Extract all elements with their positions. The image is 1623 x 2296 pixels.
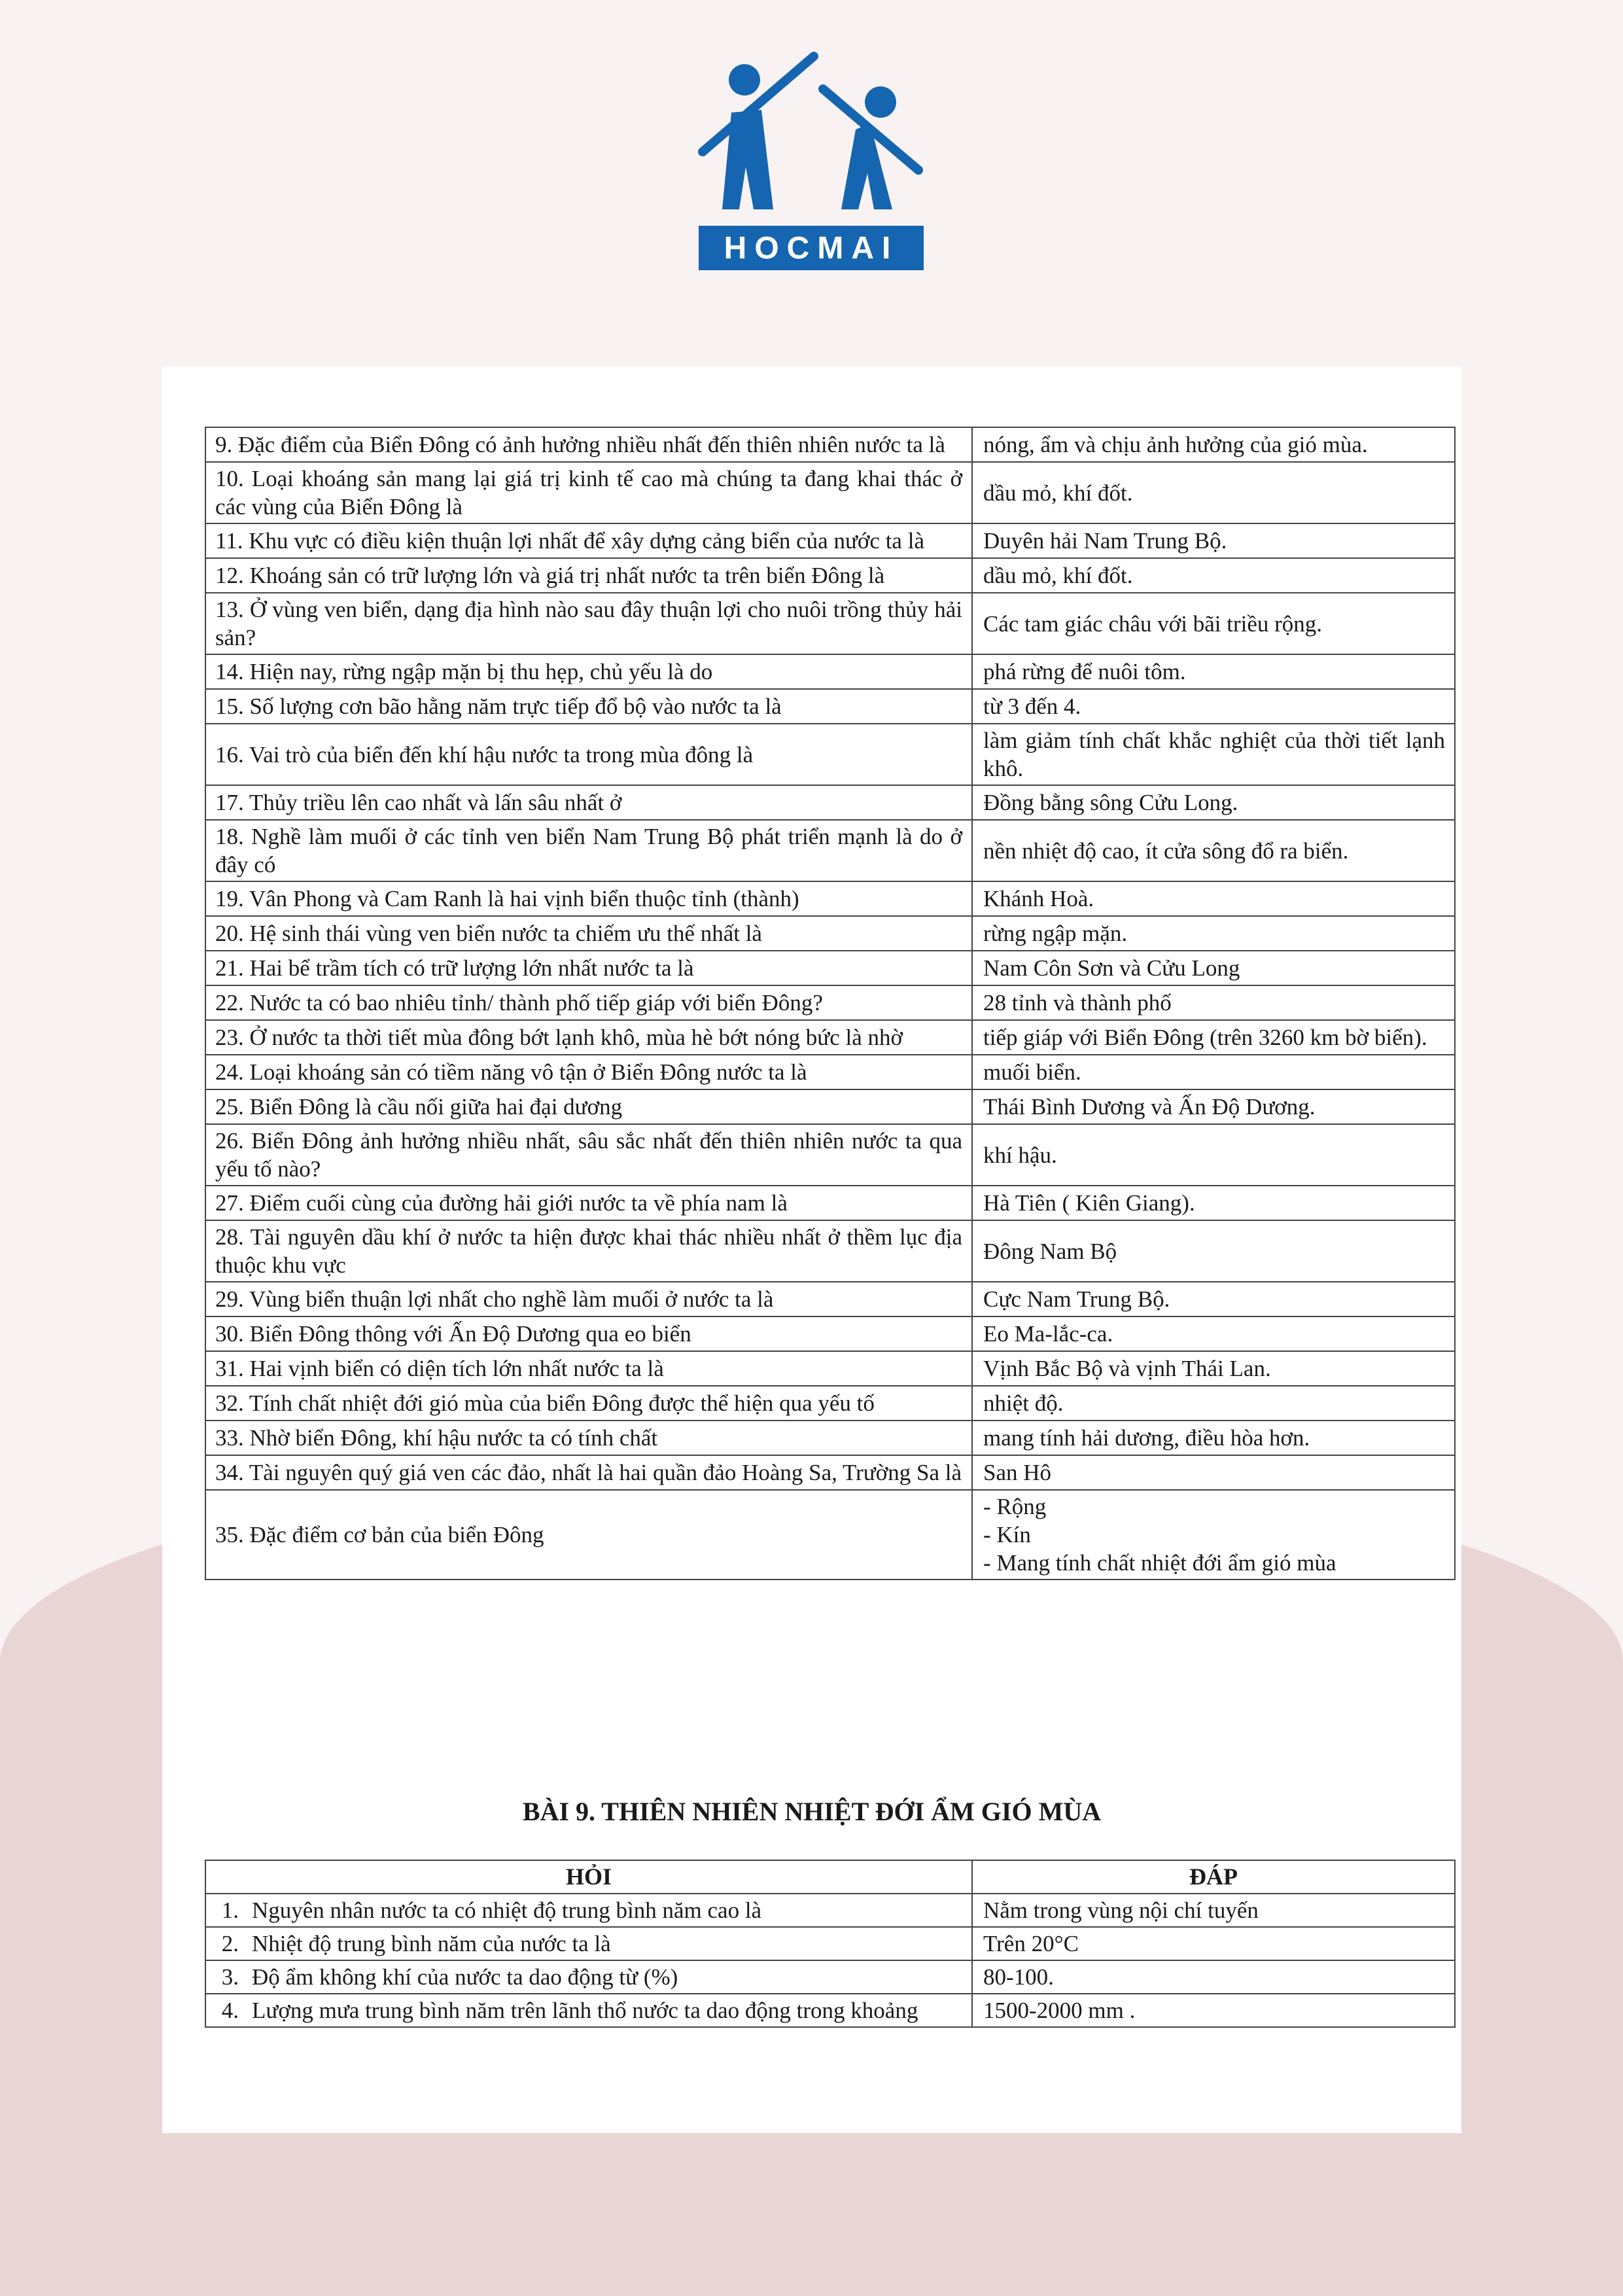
answer-cell: Trên 20°C [972, 1927, 1455, 1960]
answer-cell [972, 1490, 1455, 1580]
question-cell: 21. Hai bể trầm tích có trữ lượng lớn nhất nước ta là [205, 951, 972, 985]
table-row [205, 1186, 1455, 1220]
question-cell: 22. Nước ta có bao nhiêu tỉnh/ thành phố tiếp giáp với biển Đông? [205, 985, 972, 1020]
answer-cell: dầu mỏ, khí đốt. [972, 462, 1455, 523]
question-cell: 30. Biển Đông thông với Ấn Độ Dương qua eo biển [205, 1316, 972, 1351]
table-header-row [205, 1860, 1455, 1894]
answer-line: - Mang tính chất nhiệt đới ẩm gió mùa [983, 1550, 1336, 1576]
table-row [205, 951, 1455, 985]
answer-cell: nóng, ẩm và chịu ảnh hưởng của gió mùa. [972, 427, 1455, 462]
row-number: 4. [221, 1998, 239, 2023]
document-page [162, 366, 1461, 2133]
answer-cell: mang tính hải dương, điều hòa hơn. [972, 1421, 1455, 1455]
answer-cell: phá rừng để nuôi tôm. [972, 654, 1455, 689]
table-row [205, 1351, 1455, 1386]
question-cell: 9. Đặc điểm của Biển Đông có ảnh hưởng nhiều nhất đến thiên nhiên nước ta là [205, 427, 972, 462]
table-row [205, 820, 1455, 881]
table-row [205, 916, 1455, 951]
answer-cell: Đông Nam Bộ [972, 1220, 1455, 1282]
answer-line: - Rộng [983, 1494, 1047, 1519]
answer-cell: Khánh Hoà. [972, 881, 1455, 916]
question-cell: 23. Ở nước ta thời tiết mùa đông bớt lạnh khô, mùa hè bớt nóng bức là nhờ [205, 1020, 972, 1055]
table-row [205, 654, 1455, 689]
answer-line: - Kín [983, 1522, 1031, 1547]
table-row [205, 593, 1455, 654]
question-cell: 29. Vùng biển thuận lợi nhất cho nghề làm muối ở nước ta là [205, 1282, 972, 1316]
section-heading-bai-9: BÀI 9. THIÊN NHIÊN NHIỆT ĐỚI ẨM GIÓ MÙA [522, 1797, 1102, 1826]
table-row [205, 1020, 1455, 1055]
question-cell: 12. Khoáng sản có trữ lượng lớn và giá trị nhất nước ta trên biển Đông là [205, 558, 972, 593]
question-text: Nhiệt độ trung bình năm của nước ta là [252, 1931, 611, 1956]
question-cell: 26. Biển Đông ảnh hưởng nhiều nhất, sâu sắc nhất đến thiên nhiên nước ta qua yếu tố nào? [205, 1124, 972, 1186]
answer-cell: Vịnh Bắc Bộ và vịnh Thái Lan. [972, 1351, 1455, 1386]
question-cell: 35. Đặc điểm cơ bản của biển Đông [205, 1490, 972, 1580]
table-row [205, 1220, 1455, 1282]
header-dap: ĐÁP [972, 1860, 1455, 1894]
answer-cell: khí hậu. [972, 1124, 1455, 1186]
answer-cell: từ 3 đến 4. [972, 689, 1455, 724]
row-number: 1. [221, 1898, 239, 1923]
question-cell: 18. Nghề làm muối ở các tỉnh ven biển Nam Trung Bộ phát triển mạnh là do ở đây có [205, 820, 972, 881]
table-row [205, 1055, 1455, 1089]
question-cell: 17. Thủy triều lên cao nhất và lấn sâu nhất ở [205, 785, 972, 820]
table-row [205, 1490, 1455, 1580]
question-text: Lượng mưa trung bình năm trên lãnh thổ nước ta dao động trong khoảng [252, 1998, 918, 2023]
question-cell [205, 1927, 972, 1960]
header-hoi: HỎI [205, 1860, 972, 1894]
table-row [205, 462, 1455, 523]
question-cell [205, 1960, 972, 1994]
row-number: 2. [221, 1931, 239, 1956]
answer-cell: Nằm trong vùng nội chí tuyến [972, 1894, 1455, 1927]
answer-cell: 80-100. [972, 1960, 1455, 1994]
table-row [205, 1421, 1455, 1455]
question-cell: 32. Tính chất nhiệt đới gió mùa của biển Đông được thể hiện qua yếu tố [205, 1386, 972, 1421]
question-text: Độ ẩm không khí của nước ta dao động từ (%) [252, 1964, 678, 1990]
qa-table-bai-9 [205, 1860, 1456, 2028]
table-row [205, 1386, 1455, 1421]
answer-cell: nền nhiệt độ cao, ít cửa sông đổ ra biển. [972, 820, 1455, 881]
question-cell: 25. Biển Đông là cầu nối giữa hai đại dương [205, 1089, 972, 1124]
question-cell [205, 1894, 972, 1927]
qa-table-bien-dong [205, 427, 1456, 1580]
question-cell: 33. Nhờ biển Đông, khí hậu nước ta có tính chất [205, 1421, 972, 1455]
answer-cell: muối biển. [972, 1055, 1455, 1089]
table-row [205, 1455, 1455, 1490]
answer-cell: dầu mỏ, khí đốt. [972, 558, 1455, 593]
answer-cell: Các tam giác châu với bãi triều rộng. [972, 593, 1455, 654]
question-cell: 10. Loại khoáng sản mang lại giá trị kinh tế cao mà chúng ta đang khai thác ở các vùng của Biển Đông là [205, 462, 972, 523]
table-row [205, 427, 1455, 462]
answer-cell: Duyên hải Nam Trung Bộ. [972, 523, 1455, 558]
answer-cell: Cực Nam Trung Bộ. [972, 1282, 1455, 1316]
answer-cell: 28 tỉnh và thành phố [972, 985, 1455, 1020]
table-row [205, 1316, 1455, 1351]
question-cell: 34. Tài nguyên quý giá ven các đảo, nhất là hai quần đảo Hoàng Sa, Trường Sa là [205, 1455, 972, 1490]
answer-cell: Đồng bằng sông Cửu Long. [972, 785, 1455, 820]
question-text: Nguyên nhân nước ta có nhiệt độ trung bình năm cao là [252, 1898, 762, 1923]
question-cell: 24. Loại khoáng sản có tiềm năng vô tận ở Biển Đông nước ta là [205, 1055, 972, 1089]
question-cell: 27. Điểm cuối cùng của đường hải giới nước ta về phía nam là [205, 1186, 972, 1220]
answer-cell: Thái Bình Dương và Ấn Độ Dương. [972, 1089, 1455, 1124]
question-cell: 16. Vai trò của biển đến khí hậu nước ta trong mùa đông là [205, 724, 972, 785]
table-row [205, 523, 1455, 558]
answer-cell: rừng ngập mặn. [972, 916, 1455, 951]
hocmai-logo-icon [693, 46, 929, 229]
answer-cell: Hà Tiên ( Kiên Giang). [972, 1186, 1455, 1220]
table-row [205, 1282, 1455, 1316]
table-row [205, 785, 1455, 820]
question-cell: 28. Tài nguyên dầu khí ở nước ta hiện được khai thác nhiều nhất ở thềm lục địa thuộc khu vực [205, 1220, 972, 1282]
question-cell: 20. Hệ sinh thái vùng ven biển nước ta chiếm ưu thế nhất là [205, 916, 972, 951]
table-row [205, 689, 1455, 724]
table-row [205, 985, 1455, 1020]
answer-cell: làm giảm tính chất khắc nghiệt của thời tiết lạnh khô. [972, 724, 1455, 785]
table-row [205, 558, 1455, 593]
table-row [205, 1960, 1455, 1994]
table-row [205, 1994, 1455, 2027]
question-cell: 14. Hiện nay, rừng ngập mặn bị thu hẹp, chủ yếu là do [205, 654, 972, 689]
question-cell [205, 1994, 972, 2027]
answer-cell: Nam Côn Sơn và Cửu Long [972, 951, 1455, 985]
question-cell: 31. Hai vịnh biển có diện tích lớn nhất nước ta là [205, 1351, 972, 1386]
table-row [205, 1089, 1455, 1124]
question-cell: 19. Vân Phong và Cam Ranh là hai vịnh biển thuộc tỉnh (thành) [205, 881, 972, 916]
question-cell: 11. Khu vực có điều kiện thuận lợi nhất để xây dựng cảng biển của nước ta là [205, 523, 972, 558]
answer-cell: tiếp giáp với Biển Đông (trên 3260 km bờ biển). [972, 1020, 1455, 1055]
table-row [205, 1927, 1455, 1960]
table-row [205, 724, 1455, 785]
answer-cell: 1500-2000 mm . [972, 1994, 1455, 2027]
brand-name: HOCMAI [699, 226, 924, 270]
question-cell: 13. Ở vùng ven biển, dạng địa hình nào sau đây thuận lợi cho nuôi trồng thủy hải sản? [205, 593, 972, 654]
table-row [205, 1894, 1455, 1927]
table-row [205, 881, 1455, 916]
row-number: 3. [221, 1964, 239, 1990]
answer-cell: San Hô [972, 1455, 1455, 1490]
table-row [205, 1124, 1455, 1186]
question-cell: 15. Số lượng cơn bão hằng năm trực tiếp đổ bộ vào nước ta là [205, 689, 972, 724]
answer-cell: nhiệt độ. [972, 1386, 1455, 1421]
answer-cell: Eo Ma-lắc-ca. [972, 1316, 1455, 1351]
